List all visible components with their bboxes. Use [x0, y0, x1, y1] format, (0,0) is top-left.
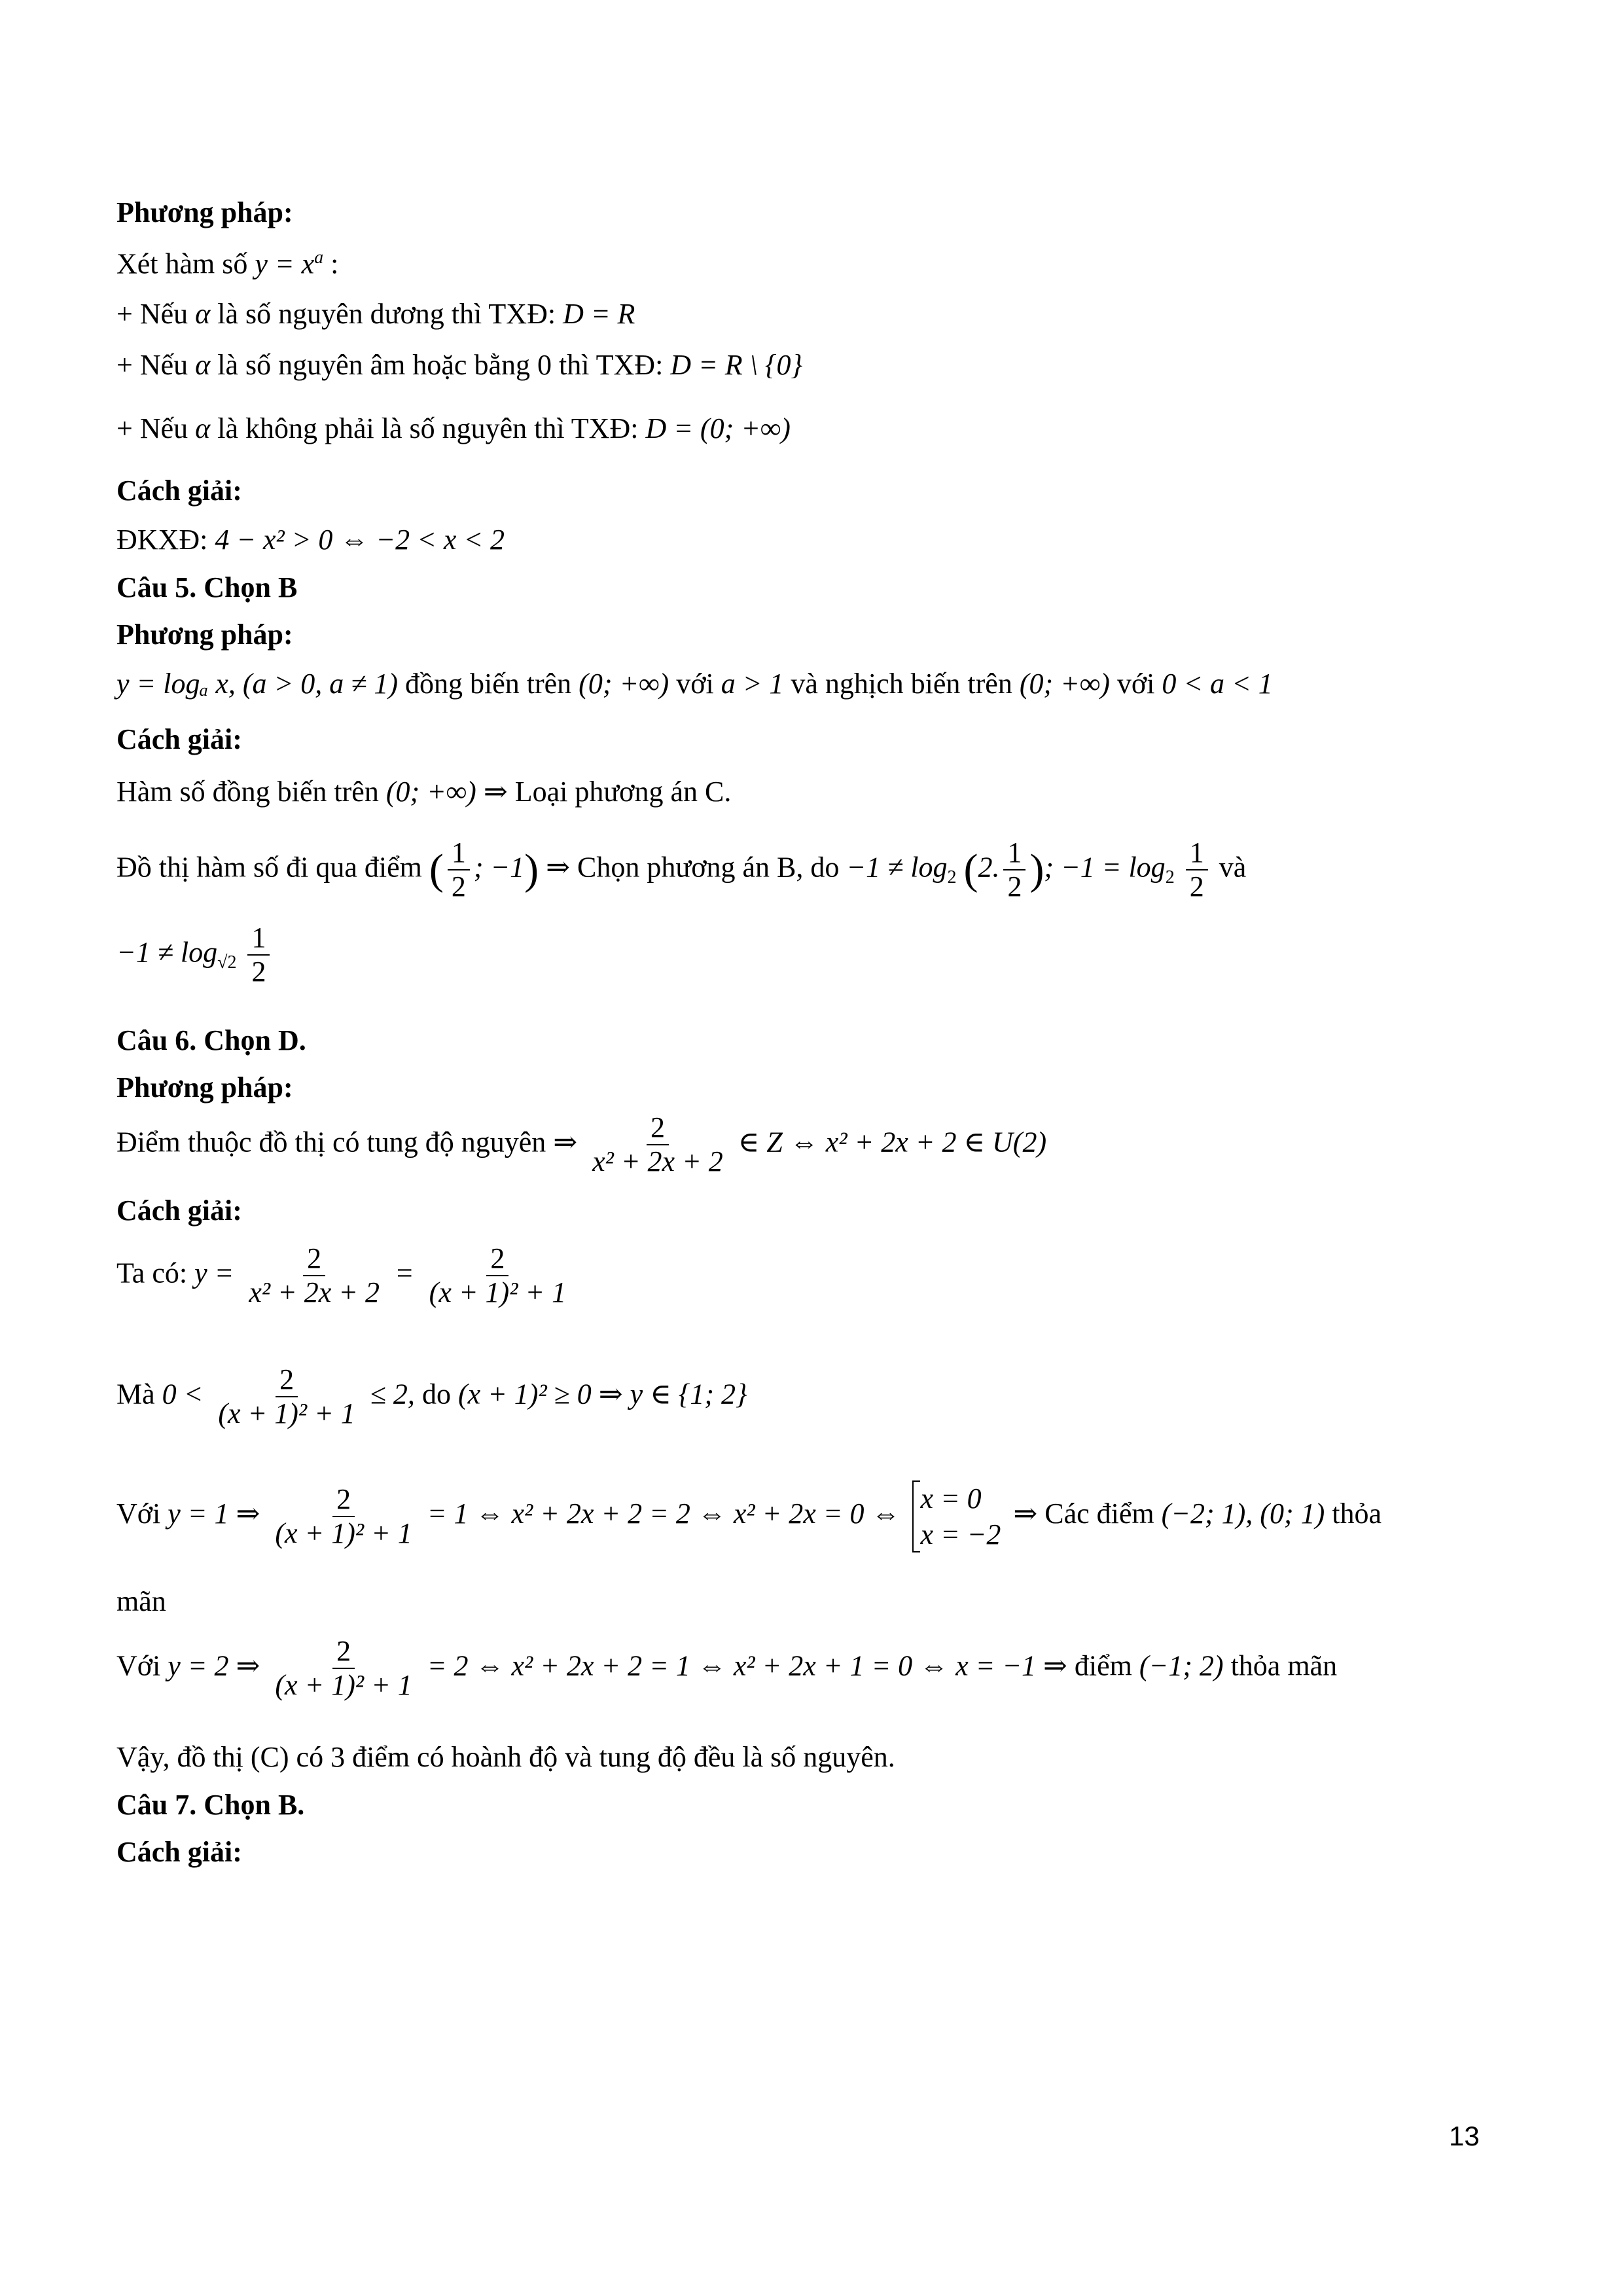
line-case-positive — [116, 298, 635, 331]
heading-cach-giai-4: Cách giải: — [116, 1836, 242, 1868]
den: 2 — [251, 956, 266, 988]
heading-cau-5: Câu 5. Chọn B — [116, 571, 298, 603]
text: : — [330, 247, 339, 280]
page-number: 13 — [1449, 2121, 1480, 2151]
line-log-sqrt2 — [116, 923, 274, 987]
math: y = 2 ⇒ — [168, 1649, 260, 1682]
math: −1 ≠ log — [116, 936, 218, 969]
line-voi-y1 — [116, 1480, 1382, 1552]
heading-cach-giai-2: Cách giải: — [116, 723, 242, 755]
text: Điểm thuộc đồ thị có tung độ nguyên — [116, 1126, 546, 1158]
line-case-noninteger — [116, 412, 791, 446]
fraction — [448, 838, 470, 902]
heading-phuong-phap-2: Phương pháp: — [116, 619, 293, 651]
text: ĐKXĐ: — [116, 524, 208, 556]
den: 2 — [451, 870, 466, 903]
text: Loại phương án C. — [514, 776, 732, 808]
math: 2. — [978, 851, 1000, 884]
math-domain: D = R — [563, 298, 635, 330]
math: (x + 1)² ≥ 0 ⇒ y ∈ {1; 2} — [457, 1378, 747, 1410]
num: 1 — [1003, 838, 1026, 870]
solution-system — [912, 1480, 1001, 1552]
text: thỏa — [1332, 1498, 1382, 1530]
math: ∈ Z ⇔ x² + 2x + 2 ∈ U(2) — [738, 1126, 1047, 1158]
text: Ta có: — [116, 1257, 188, 1289]
num: 1 — [448, 838, 470, 870]
text: điểm — [1074, 1649, 1132, 1682]
text: do — [421, 1378, 451, 1410]
den: (x + 1)² + 1 — [275, 1669, 412, 1702]
text: Xét hàm số — [116, 247, 248, 280]
num: 2 — [332, 1636, 355, 1669]
num: 2 — [276, 1365, 298, 1397]
line-increasing — [116, 776, 731, 809]
den: 2 — [1007, 870, 1022, 903]
math-cond: 0 < a < 1 — [1162, 668, 1273, 700]
math-y-eq-x: y = x — [255, 247, 315, 280]
heading-cach-giai-3: Cách giải: — [116, 1194, 242, 1227]
math: ⇒ — [553, 1126, 578, 1158]
line-conclusion: Vậy, đồ thị (C) có 3 điểm có hoành độ và tung độ đều là số nguyên. — [116, 1741, 895, 1773]
text: là số nguyên dương thì TXĐ: — [217, 298, 556, 330]
math: = 2 ⇔ x² + 2x + 2 = 1 ⇔ x² + 2x + 1 = 0 ⇔ x = −1 ⇒ — [427, 1649, 1067, 1682]
text: Với — [116, 1649, 161, 1682]
line-log-monotonic — [116, 668, 1273, 701]
heading-phuong-phap-1: Phương pháp: — [116, 196, 293, 228]
math: = — [394, 1257, 414, 1289]
math: 0 < — [162, 1378, 204, 1410]
math: = 1 ⇔ x² + 2x + 2 = 2 ⇔ x² + 2x = 0 ⇔ — [427, 1498, 901, 1530]
text: Hàm số đồng biến trên — [116, 776, 379, 808]
math: ; −1 — [473, 851, 525, 884]
fraction — [247, 923, 270, 987]
line-case-negative — [116, 349, 802, 382]
line-through-point: Đồ thị hàm số đi qua điểm ( $\frac{1}{2}$ ; −1) ⇒ Chọn phương án B, do $-1 \ne \log_2 (2$. $\frac{1}{2}$ ); $-1 = \log_2$ $\frac{1}{2}$ và — [116, 836, 1247, 903]
math-alpha: α — [195, 298, 211, 330]
math-alpha: α — [195, 349, 211, 381]
line-ta-co — [116, 1244, 574, 1308]
fraction — [271, 1484, 416, 1549]
text: và nghịch biến trên — [791, 668, 1012, 700]
text: + Nếu — [116, 349, 188, 381]
text: Mà — [116, 1378, 155, 1410]
math: y = — [194, 1257, 234, 1289]
line-integer-ordinate — [116, 1113, 1046, 1177]
math: ≤ 2, — [370, 1378, 415, 1410]
math: y = 1 ⇒ — [168, 1498, 260, 1530]
text: ⇒ Các điểm — [1013, 1498, 1154, 1530]
num: 2 — [303, 1244, 325, 1276]
fraction — [588, 1113, 727, 1177]
math-exp-a: a — [314, 247, 324, 268]
solution-2: x = −2 — [920, 1518, 1001, 1551]
math-cond: a > 1 — [721, 668, 784, 700]
math-interval: (0; +∞) — [579, 668, 669, 700]
num: 2 — [647, 1113, 669, 1145]
den: (x + 1)² + 1 — [218, 1397, 355, 1430]
text: đồng biến trên — [405, 668, 572, 700]
math: ; −1 = log — [1044, 851, 1166, 884]
text: thỏa mãn — [1230, 1649, 1338, 1682]
line-ma — [116, 1365, 747, 1429]
heading-cau-6: Câu 6. Chọn D. — [116, 1024, 306, 1056]
math-alpha: α — [195, 412, 211, 444]
text: ⇒ Chọn phương án B, do — [546, 851, 840, 884]
text: Đồ thị hàm số đi qua điểm — [116, 851, 422, 884]
heading-cach-giai-1: Cách giải: — [116, 475, 242, 507]
fraction — [214, 1365, 359, 1429]
math-sub: √2 — [217, 952, 237, 973]
math-interval: (0; +∞) — [1019, 668, 1110, 700]
den: 2 — [1189, 870, 1204, 903]
num: 1 — [1186, 838, 1208, 870]
den: x² + 2x + 2 — [249, 1276, 380, 1309]
math: (−2; 1), (0; 1) — [1161, 1498, 1325, 1530]
math: (−1; 2) — [1139, 1649, 1224, 1682]
math-domain: D = R \ {0} — [670, 349, 803, 381]
text: + Nếu — [116, 298, 188, 330]
math-inequality: 4 − x² > 0 ⇔ −2 < x < 2 — [215, 524, 505, 556]
text: là số nguyên âm hoặc bằng 0 thì TXĐ: — [217, 349, 664, 381]
math-interval: (0; +∞) ⇒ — [385, 776, 508, 808]
line-man: mãn — [116, 1585, 166, 1617]
text: là không phải là số nguyên thì TXĐ: — [217, 412, 639, 444]
heading-cau-7: Câu 7. Chọn B. — [116, 1789, 305, 1821]
text: + Nếu — [116, 412, 188, 444]
math: −1 ≠ log — [846, 851, 948, 884]
text: Với — [116, 1498, 161, 1530]
line-dkxd — [116, 524, 505, 557]
text: với — [676, 668, 714, 700]
math-log: y = logₐ x, (a > 0, a ≠ 1) — [116, 668, 398, 700]
math-domain: D = (0; +∞) — [645, 412, 791, 444]
fraction — [1003, 838, 1026, 902]
num: 2 — [486, 1244, 508, 1276]
heading-phuong-phap-3: Phương pháp: — [116, 1071, 293, 1103]
num: 1 — [247, 923, 270, 956]
math-sub: 2 — [947, 867, 957, 888]
text: với — [1116, 668, 1155, 700]
line-voi-y2 — [116, 1636, 1337, 1700]
fraction — [245, 1244, 383, 1308]
den: (x + 1)² + 1 — [429, 1276, 567, 1309]
den: (x + 1)² + 1 — [275, 1517, 412, 1549]
line-power-function — [116, 247, 338, 281]
text: và — [1219, 851, 1247, 884]
num: 2 — [332, 1484, 355, 1517]
solution-1: x = 0 — [920, 1482, 982, 1515]
fraction — [1186, 838, 1208, 902]
fraction — [271, 1636, 416, 1700]
den: x² + 2x + 2 — [592, 1145, 723, 1178]
fraction — [425, 1244, 570, 1308]
math-sub: 2 — [1165, 867, 1175, 888]
